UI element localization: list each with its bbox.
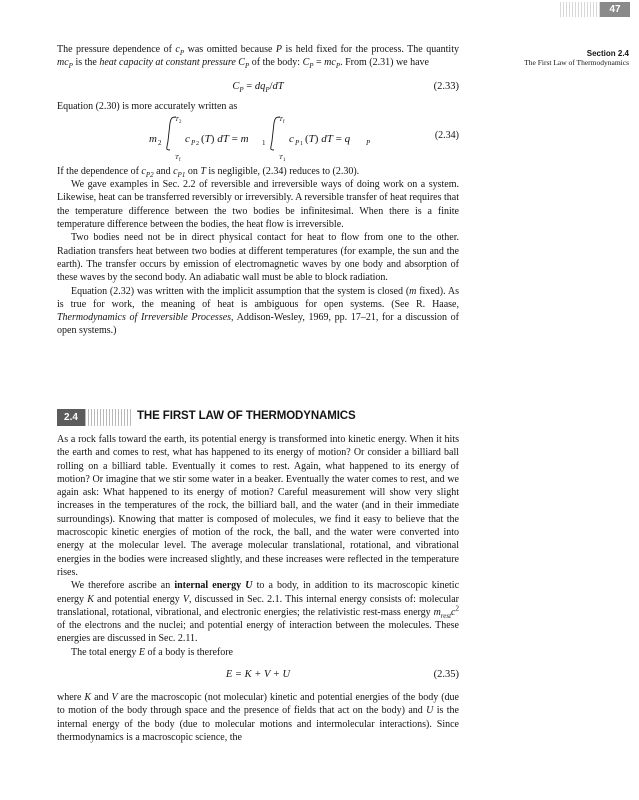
paragraph-cp-definition: The pressure dependence of $c_P$ was omitted because P is held fixed for the process. The quantity $mc_P$ is the heat capacity at constant pressure $C_P$ of the body: $C_P = mc_P$. From (2.31) we have — [57, 44, 459, 71]
paragraph-eq230-intro: Equation (2.30) is more accurately written as — [57, 100, 238, 112]
svg-text:P: P — [366, 138, 371, 147]
svg-text:2: 2 — [158, 138, 162, 147]
svg-text:c: c — [289, 132, 294, 145]
svg-text:T: T — [279, 153, 283, 161]
paragraph-rock-falls: As a rock falls toward the earth, its potential energy is transformed into kinetic energy. When it hits the earth and comes to rest, what has happened to its energy of motion? Or consider a billiard ball rolling on a billiard table. Eventually it comes to rest. Again, what happened to its energy of motion? Or imagine that we stir some water in a beaker. Eventually the water comes to rest, and we again ask: What happened to its energy of motion? Careful measurement will show very slight increases in the temperatures of the rock, the billiard ball, and the water (and in their immediate surroundings). Knowing that matter is composed of molecules, we find it easy to believe that the macroscopic kinetic energies of motion of the rock, the ball, and the water were converted into energy at the molecular level. The average molecular translational, rotational, and vibrational energies in the bodies were increased slightly, and these increases were reflected in the temperature rises. — [57, 434, 459, 578]
equation-2-34 — [57, 113, 459, 163]
page-number: 47 — [600, 2, 630, 17]
section-number-badge: 2.4 — [57, 409, 85, 426]
svg-text:T: T — [175, 115, 179, 123]
equation-2-34-graphic — [57, 113, 459, 163]
svg-text:1: 1 — [262, 138, 266, 147]
svg-text:2: 2 — [196, 140, 199, 147]
equation-2-35: E = K + V + U (2.35) — [225, 669, 459, 681]
svg-text:T: T — [279, 115, 283, 123]
paragraph-internal-energy: We therefore ascribe an internal energy U to a body, in addition to its macroscopic kinetic energy K and potential energy V, discussed in Sec. 2.1. This internal energy consists of: molecular translational, rotational, vibrational, and electronic energies; the relativistic rest-mass energy $m_{rest}c^2$ of the electrons and the nuclei; and potential energy of interaction between the molecules. These energies are discussed in Sec. 2.11. — [57, 580, 460, 645]
section-heading-stripes — [85, 409, 131, 426]
svg-text:c: c — [185, 132, 190, 145]
paragraph-reversible-heat: We gave examples in Sec. 2.2 of reversible and irreversible ways of doing work on a system. Likewise, heat can be transferred reversibly or irreversibly. A reversible transfer of heat requires that the temperature difference between the two bodies be infinitesimal. When there is a finite temperature difference between the bodies, the heat flow is irreversible. — [57, 179, 459, 231]
equation-2-33: $C_P = dq_P/dT$ (2.33) — [232, 80, 459, 94]
running-section-label: Section 2.4 — [586, 49, 629, 58]
paragraph-dependence: If the dependence of $c_{P2}$ and $c_{P1}$ on T is negligible, (2.34) reduces to (2.30). — [57, 165, 360, 179]
svg-text:f: f — [283, 119, 285, 125]
paragraph-total-energy: The total energy E of a body is therefore — [71, 646, 233, 658]
svg-text:1: 1 — [283, 157, 286, 163]
svg-text:P: P — [191, 138, 196, 147]
svg-text:T: T — [175, 153, 179, 161]
svg-text:2: 2 — [179, 119, 182, 125]
bottom-text-block — [57, 433, 459, 744]
paragraph-open-systems: Equation (2.32) was written with the implicit assumption that the system is closed (m fixed). As is true for work, the meaning of heat is ambiguous for open systems. (See R. Haase, Thermodynamics of Irreversible Processes, Addison-Wesley, 1969, pp. 17–21, for a discussion of open systems.) — [57, 285, 459, 337]
section-heading-title: THE FIRST LAW OF THERMODYNAMICS — [137, 410, 356, 422]
svg-text:(T) dT = q: (T) dT = q — [305, 132, 351, 145]
section-heading — [57, 409, 459, 427]
top-text-block — [57, 43, 459, 338]
equation-2-34-number: (2.34) — [434, 129, 459, 141]
paragraph-where-kv: where K and V are the macroscopic (not molecular) kinetic and potential energies of the body (due to motion of the body through space and the presence of fields that act on the body) and U is the internal energy of the body (due to molecular motions and intermolecular interactions). Since thermodynamics is a macroscopic science, the — [57, 692, 460, 743]
paragraph-radiation: Two bodies need not be in direct physical contact for heat to flow from one to the other. Radiation transfers heat between two bodies at different temperatures (for example, the sun and the earth). The transfer occurs by emission of electromagnetic waves by one body and absorption of these waves by the second body. An adiabatic wall must be able to block radiation. — [57, 232, 459, 284]
svg-text:(T) dT = m: (T) dT = m — [201, 132, 249, 145]
svg-text:1: 1 — [300, 140, 303, 147]
svg-text:m: m — [149, 132, 157, 145]
running-section-title: The First Law of Thermodynamics — [524, 58, 629, 67]
svg-text:P: P — [295, 138, 300, 147]
svg-text:f: f — [179, 157, 181, 163]
